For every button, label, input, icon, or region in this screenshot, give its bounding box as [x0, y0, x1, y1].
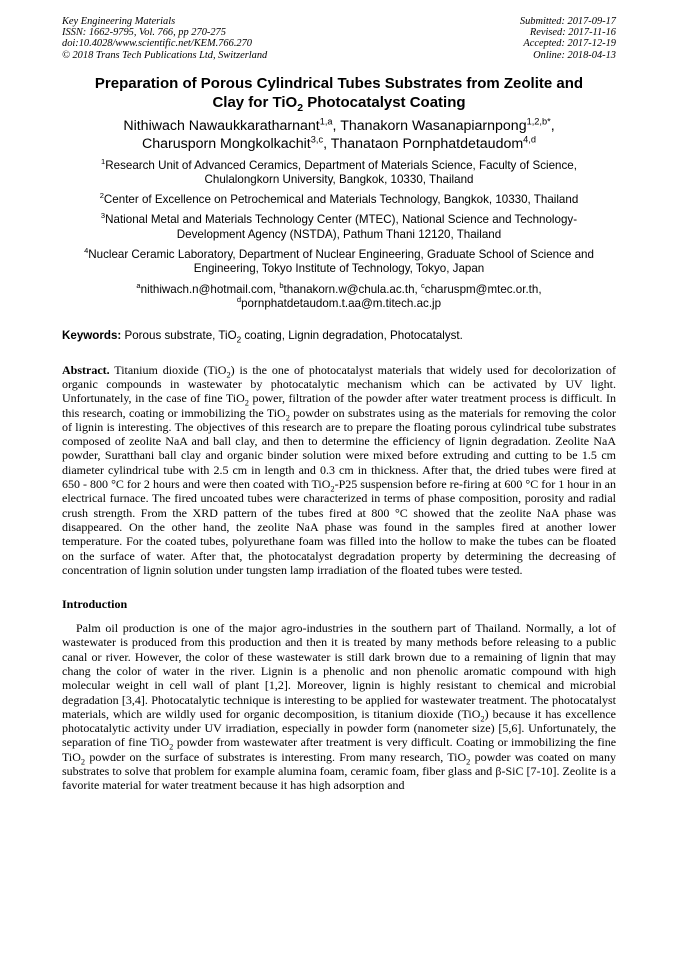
author-sep: ,	[550, 117, 555, 134]
author-sup: 4,d	[523, 134, 536, 145]
subscript: 2	[285, 412, 290, 422]
subscript: 2	[244, 398, 249, 408]
date-online: Online: 2018-04-13	[533, 49, 616, 61]
email-sup: d	[236, 295, 242, 305]
affiliation-number: 2	[99, 191, 104, 201]
affiliation-4	[62, 245, 616, 276]
title-line-2a: Clay for TiO	[212, 93, 298, 111]
keywords-line	[62, 329, 616, 343]
keywords-subscript: 2	[236, 334, 242, 344]
author-sup: 1,a	[319, 116, 333, 127]
journal-name: Key Engineering Materials	[62, 16, 176, 27]
subscript: 2	[226, 370, 231, 380]
author-sup: 3,c	[310, 134, 324, 145]
affiliation-text: Engineering, Tokyo Institute of Technology, Tokyo, Japan	[193, 262, 485, 276]
keywords-text: coating, Lignin degradation, Photocatalyst.	[241, 328, 463, 342]
journal-issn: ISSN: 1662-9795, Vol. 766, pp 270-275	[62, 27, 226, 39]
subscript: 2	[80, 757, 86, 767]
title-line-2b: Photocatalyst Coating	[303, 93, 466, 111]
section-heading-introduction: Introduction	[62, 597, 128, 612]
author-name: Thanataon Pornphatdetaudom	[330, 135, 524, 152]
author-list	[62, 117, 616, 153]
affiliation-text: Development Agency (NSTDA), Pathum Thani 12120, Thailand	[176, 227, 502, 241]
subscript: 2	[169, 742, 174, 752]
abstract-paragraph	[62, 363, 616, 577]
abstract-text: ) is the one of photocatalyst materials that widely used for decolorization of organic compounds in wastewater by photocatalytic mechanism which can be activated by UV light. Unfortunately, in the case of fine TiO	[62, 362, 616, 406]
affiliation-text: Chulalongkorn University, Bangkok, 10330, Thailand	[204, 173, 474, 187]
affiliation-number: 4	[84, 245, 89, 255]
introduction-paragraph	[62, 621, 616, 793]
date-submitted: Submitted: 2017-09-17	[519, 16, 616, 27]
journal-copyright: © 2018 Trans Tech Publications Ltd, Switzerland	[62, 49, 268, 61]
affiliation-1	[62, 156, 616, 187]
affiliation-text: Research Unit of Advanced Ceramics, Department of Materials Science, Faculty of Science,	[105, 158, 577, 172]
author-name: Nithiwach Nawaukkaratharnant	[123, 117, 320, 134]
body-text: Palm oil production is one of the major agro-industries in the southern part of Thailand. Normally, a lot of wastewater is produced from this production and then it is treated by many methods before releasing to a public canal or river. However, the color of these wastewater is still dark brown due to a remaining of lignin that may chang the color of water in the river. Lignin is a phenolic and non phenolic aromatic compound with high molecular weight in cell wall of plant [1,2]. Moreover, lignin is highly resistant to chemical and microbial degradation [3,4]. Photocatalytic technique is interesting to be applied for wastewater treatment. The photocatalyst materials, which are wildly used for organic decomposition, is titanium dioxide (TiO	[62, 621, 616, 721]
keywords-label: Keywords:	[62, 328, 122, 342]
email-c: charuspm@mtec.or.th,	[424, 283, 542, 297]
author-sep: ,	[332, 117, 341, 134]
journal-header	[62, 16, 616, 61]
author-emails	[62, 283, 616, 311]
body-text: powder on the surface of substrates is interesting. From many research, TiO	[85, 749, 467, 764]
date-revised: Revised: 2017-11-16	[529, 27, 616, 39]
date-accepted: Accepted: 2017-12-19	[523, 38, 616, 50]
keywords-text: Porous substrate, TiO	[121, 328, 237, 342]
author-name: Thanakorn Wasanapiarnpong	[340, 117, 527, 134]
email-sup: b	[279, 281, 284, 291]
abstract-text: power, filtration of the powder after water treatment process is difficult. In this research, coating or immobilizing the TiO	[62, 391, 616, 420]
email-sup: c	[421, 281, 425, 291]
title-line-1: Preparation of Porous Cylindrical Tubes Substrates from Zeolite and	[94, 74, 584, 92]
dates-info	[520, 16, 616, 61]
body-text: ) because it has excellence photocatalytic activity under UV irradiation, especially in powder form (nanometer size) [5,6]. Unfortunately, the separation of fine TiO	[62, 706, 617, 750]
affiliation-text: Nuclear Ceramic Laboratory, Department of Nuclear Engineering, Graduate School of Science and	[88, 247, 594, 261]
title-subscript: 2	[297, 101, 304, 114]
abstract-text: powder on substrates using as the materials for removing the color of lignin is interesting. The objectives of this research are to prepare the floating porous cylindrical tube substrates composed of zeolite NaA and ball clay, and then to determine the efficiency of lignin degradation. Zeolite NaA powder, Suratthani ball clay and organic binder solution were mixed before extruding and cutting to be 1.5 cm diameter cylindrical tube with 2.5 cm in length and 0.3 cm in thickness. After that, the dried tubes were fired at 650 - 800 °C for 2 hours and were then coated with TiO	[62, 405, 616, 492]
affiliation-text: Center of Excellence on Petrochemical and Materials Technology, Bangkok, 10330, Thailand	[103, 193, 579, 207]
affiliation-number: 3	[100, 211, 106, 221]
subscript: 2	[330, 484, 335, 494]
affiliation-text: National Metal and Materials Technology Center (MTEC), National Science and Technology-	[105, 213, 578, 227]
journal-doi: doi:10.4028/www.scientific.net/KEM.766.270	[62, 38, 252, 50]
affiliation-number: 1	[101, 156, 106, 166]
subscript: 2	[466, 757, 471, 767]
affiliation-3	[62, 213, 616, 241]
body-text: powder from wastewater after treatment is very difficult. Coating or immobilizing the fine TiO	[62, 735, 617, 764]
body-text: powder was coated on many substrates to solve that problem for example alumina foam, ceramic foam, fiber glass and β-SiC [7-10]. Zeolite is a favorite material for water treatment because it has high adsorption and	[62, 749, 617, 793]
abstract-text: Titanium dioxide (TiO	[109, 362, 227, 377]
paper-title	[72, 74, 606, 112]
abstract-text: -P25 suspension before re-firing at 600 °C for 1 hour in an electrical furnace. The fired uncoated tubes were characterized in terms of phase composition, porosity and radial crush strength. From the XRD pattern of the tubes fired at 800 °C showed that the zeolite NaA phase was disappeared. On the other hand, the zeolite NaA phase was found in the samples fired at another lower temperature. For the coated tubes, polyurethane foam was filled into the hollow to make the tubes can be floated on the surface of water. After that, the photocatalyst degradation property by determining the decreasing of concentration of lignin solution under tungsten lamp irradiation of the floated tubes were tested.	[62, 477, 616, 577]
affiliation-2	[62, 193, 616, 207]
abstract-label: Abstract.	[62, 362, 110, 377]
journal-info	[62, 16, 267, 61]
email-d: pornphatdetaudom.t.aa@m.titech.ac.jp	[241, 297, 442, 311]
author-name: Charusporn Mongkolkachit	[141, 135, 311, 152]
email-b: thanakorn.w@chula.ac.th,	[283, 283, 421, 297]
author-sup: 1,2,b*	[526, 116, 551, 127]
email-a: nithiwach.n@hotmail.com,	[140, 283, 280, 297]
author-sep: ,	[323, 135, 331, 152]
subscript: 2	[480, 714, 485, 724]
email-sup: a	[136, 281, 141, 291]
